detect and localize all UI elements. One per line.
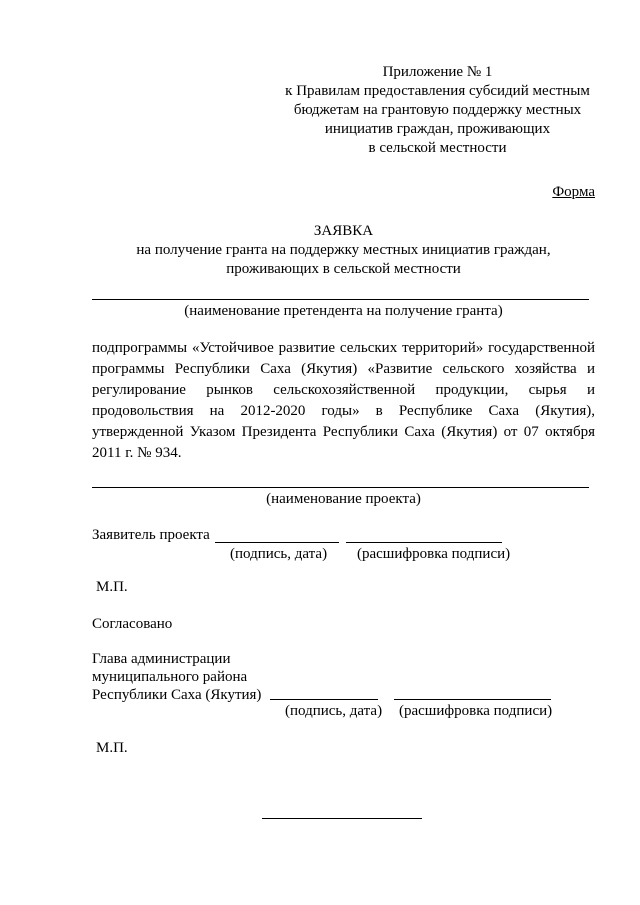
stamp-placeholder: М.П. [96,579,128,595]
bottom-line [262,818,422,819]
program-paragraph [92,338,595,464]
appendix-line: к Правилам предоставления субсидий местным [285,83,590,99]
appendix-block [270,63,605,158]
document-title [92,222,595,279]
title-line: на получение гранта на поддержку местных инициатив граждан, [136,242,551,258]
appendix-line: в сельской местности [368,140,507,156]
head-name-decode-line [394,699,551,700]
title-line: проживающих в сельской местности [226,261,461,277]
appendix-line: Приложение № 1 [382,64,493,80]
title-heading: ЗАЯВКА [313,223,374,239]
project-name-caption: (наименование проекта) [266,491,421,507]
appendix-line: инициатив граждан, проживающих [324,121,551,137]
project-name-line [92,487,589,488]
paragraph-line: 2011 г. № 934. [92,445,182,461]
appendix-line: бюджетам на грантовую поддержку местных [293,102,582,118]
head-title-line: Глава администрации [92,651,231,667]
paragraph-line: регулирование рынков сельскохозяйственной продукции, сырья и [92,382,595,398]
applicant-decode-caption: (расшифровка подписи) [357,546,511,562]
head-title-line: Республики Саха (Якутия) [92,687,262,703]
paragraph-line: программы Республики Саха (Якутия) «Развитие сельского хозяйства и [92,361,595,377]
paragraph-line: утвержденной Указом Президента Республики Саха (Якутия) от 07 октября [92,424,595,440]
head-sign-caption: (подпись, дата) [285,703,383,719]
applicant-name-line [92,299,589,300]
head-title-line: муниципального района [92,669,248,685]
applicant-label: Заявитель проекта [92,527,210,543]
paragraph-line: продовольствия на 2012-2020 годы» в Республике Саха (Якутия), [92,403,595,419]
head-signature-line [270,699,378,700]
applicant-name-caption: (наименование претендента на получение гранта) [184,303,503,319]
head-decode-caption: (расшифровка подписи) [399,703,553,719]
paragraph-line: подпрограммы «Устойчивое развитие сельских территорий» государственной [92,340,595,356]
stamp-placeholder: М.П. [96,740,128,756]
agreed-label: Согласовано [92,616,173,632]
form-label: Форма [552,184,595,200]
applicant-signature-line [215,542,339,543]
applicant-name-decode-line [346,542,502,543]
applicant-sign-caption: (подпись, дата) [230,546,328,562]
